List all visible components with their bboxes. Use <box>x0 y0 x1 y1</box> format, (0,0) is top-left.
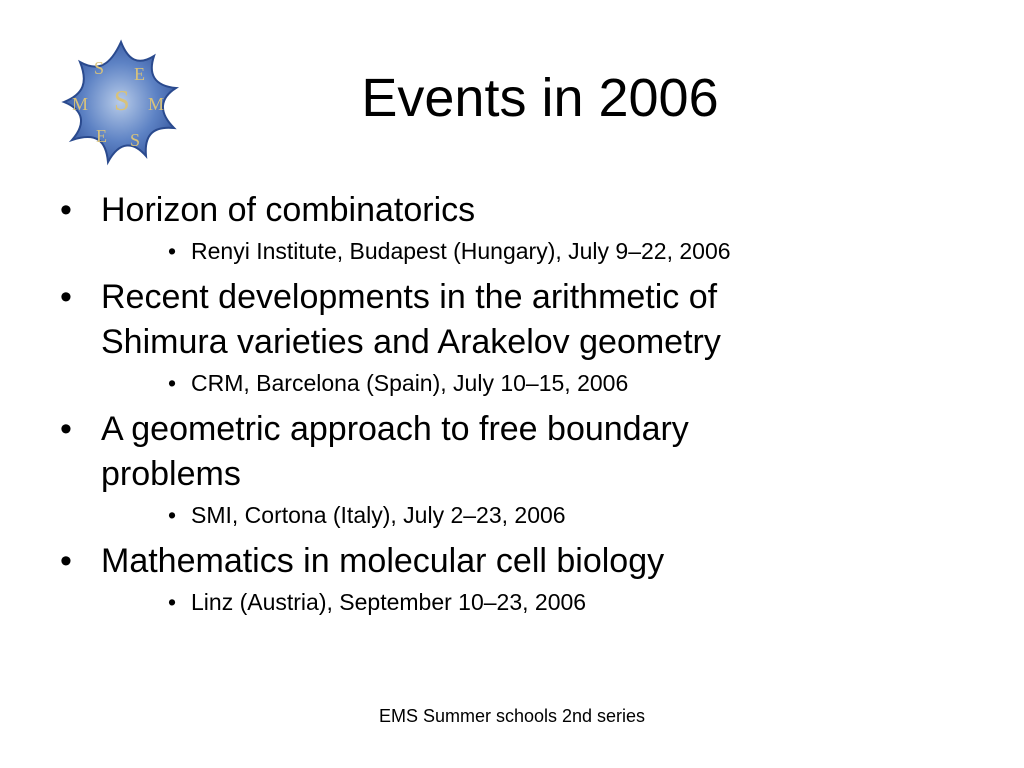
event-detail <box>60 587 960 617</box>
bullet-icon: • <box>60 542 72 580</box>
event-detail <box>60 236 960 266</box>
slide-footer: EMS Summer schools 2nd series <box>378 706 646 726</box>
event-title-line: A geometric approach to free boundary <box>101 410 689 448</box>
bullet-icon: • <box>60 278 72 316</box>
bullet-icon: • <box>60 191 72 229</box>
event-item <box>60 275 960 398</box>
event-item <box>60 539 960 617</box>
event-title-line: problems <box>101 455 241 493</box>
event-item <box>60 188 960 266</box>
event-detail <box>60 500 960 530</box>
event-title <box>60 539 960 584</box>
event-detail-text: Linz (Austria), September 10–23, 2006 <box>191 589 587 615</box>
event-list <box>60 188 960 617</box>
event-detail-text: Renyi Institute, Budapest (Hungary), July 9–22, 2006 <box>191 238 731 264</box>
bullet-icon: • <box>168 502 177 528</box>
logo-letter: S <box>130 130 141 150</box>
bullet-icon: • <box>168 589 177 615</box>
logo-letter: E <box>134 64 145 84</box>
event-title-line: Shimura varieties and Arakelov geometry <box>101 323 721 361</box>
event-title-line: Mathematics in molecular cell biology <box>101 542 665 580</box>
logo-letter: S <box>94 58 105 78</box>
event-title <box>60 407 960 497</box>
event-title-line: Recent developments in the arithmetic of <box>101 278 718 316</box>
logo-letter: S <box>114 86 130 117</box>
event-title-line: Horizon of combinatorics <box>101 191 476 229</box>
slide-title: Events in 2006 <box>361 68 719 128</box>
event-detail <box>60 368 960 398</box>
logo-letter: M <box>72 94 89 114</box>
logo-letter: E <box>96 126 107 146</box>
ems-logo <box>50 36 192 168</box>
event-detail-text: SMI, Cortona (Italy), July 2–23, 2006 <box>191 502 566 528</box>
event-item <box>60 407 960 530</box>
bullet-icon: • <box>168 238 177 264</box>
bullet-icon: • <box>60 410 72 448</box>
event-title <box>60 275 960 365</box>
event-title <box>60 188 960 233</box>
logo-letter: M <box>148 94 165 114</box>
bullet-icon: • <box>168 370 177 396</box>
event-detail-text: CRM, Barcelona (Spain), July 10–15, 2006 <box>191 370 629 396</box>
